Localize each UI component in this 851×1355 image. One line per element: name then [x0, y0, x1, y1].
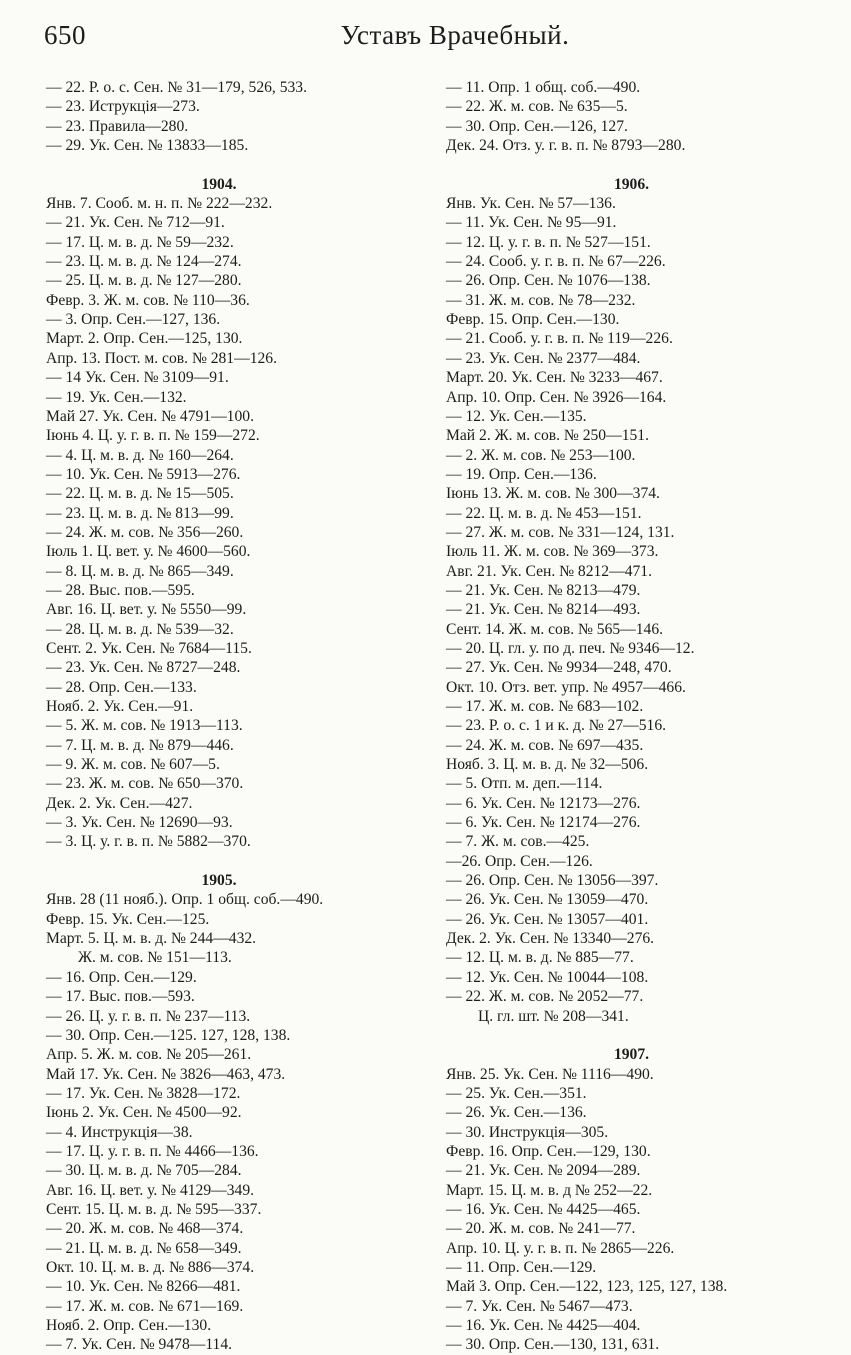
index-entry: — 17. Ж. м. сов. № 671—169. [46, 1297, 244, 1315]
index-entry: — 25. Ук. Сен.—351. [446, 1084, 587, 1102]
index-entry: Авг. 16. Ц. вет. у. № 4129—349. [46, 1181, 255, 1199]
index-entry: — 30. Опр. Сен.—125. 127, 128, 138. [46, 1026, 291, 1044]
index-entry: Дек. 2. Ук. Сен. № 13340—276. [446, 930, 655, 948]
index-entry: — 17. Ж. м. сов. № 683—102. [446, 698, 644, 715]
index-entry: Авг. 21. Ук. Сен. № 8212—471. [446, 562, 652, 580]
spacer [46, 852, 416, 871]
index-entry: — 17. Ц. м. в. д. № 59—232. [46, 233, 234, 251]
index-entry: Март. 5. Ц. м. в. д. № 244—432. [46, 930, 257, 948]
index-entry: — 26. Опр. Сен. № 13056—397. [446, 872, 659, 890]
index-entry: Сент. 2. Ук. Сен. № 7684—115. [46, 639, 252, 657]
index-entry: Дек. 24. Отз. у. г. в. п. № 8793—280. [446, 137, 686, 155]
spacer [46, 155, 416, 174]
index-entry: — 29. Ук. Сен. № 13833—185. [46, 137, 249, 155]
index-entry: — 9. Ж. м. сов. № 607—5. [46, 756, 220, 774]
index-entry: — 17. Выс. пов.—593. [46, 988, 195, 1006]
index-entry: Февр. 15. Ук. Сен.—125. [46, 910, 210, 928]
index-entry: Ц. гл. шт. № 208—341. [478, 1007, 629, 1025]
index-entry: —26. Опр. Сен.—126. [446, 852, 593, 870]
index-entry: — 17. Ук. Сен. № 3828—172. [46, 1084, 241, 1102]
index-entry: — 28. Опр. Сен.—133. [46, 678, 197, 696]
index-entry: — 11. Ук. Сен. № 95—91. [446, 214, 617, 232]
index-entry: — 23. Ук. Сен. № 2377—484. [446, 349, 641, 367]
index-entry: Март. 15. Ц. м. в. д № 252—22. [446, 1181, 653, 1199]
index-entry: — 12. Ц. м. в. д. № 885—77. [446, 949, 634, 967]
index-entry: — 17. Ц. у. г. в. п. № 4466—136. [46, 1142, 259, 1160]
index-entry: Янв. Ук. Сен. № 57—136. [446, 195, 616, 213]
index-entry: — 7. Ц. м. в. д. № 879—446. [46, 736, 234, 754]
index-entry: — 27. Ук. Сен. № 9934—248, 470. [446, 659, 672, 677]
index-entry: — 4. Инструкція—38. [46, 1123, 193, 1141]
right-column [446, 78, 841, 1355]
index-entry: — 7. Ук. Сен. № 9478—114. [46, 1336, 233, 1354]
index-entry: — 26. Ук. Сен.—136. [446, 1104, 587, 1122]
index-entry: Февр. 3. Ж. м. сов. № 110—36. [46, 291, 250, 309]
index-entry: — 27. Ж. м. сов. № 331—124, 131. [446, 523, 675, 541]
index-entry: — 25. Ц. м. в. д. № 127—280. [46, 272, 242, 290]
index-entry: — 19. Ук. Сен.—132. [46, 388, 187, 406]
index-entry: Іюль 11. Ж. м. сов. № 369—373. [446, 543, 659, 561]
index-entry: Окт. 10. Ц. м. в. д. № 886—374. [46, 1258, 255, 1276]
index-entry: Март. 20. Ук. Сен. № 3233—467. [446, 369, 663, 387]
index-entry: — 12. Ук. Сен. № 10044—108. [446, 968, 649, 986]
index-entry: — 23. Ж. м. сов. № 650—370. [46, 775, 244, 793]
index-entry: — 3. Ц. у. г. в. п. № 5882—370. [46, 833, 251, 851]
index-entry: — 12. Ц. у. г. в. п. № 527—151. [446, 233, 651, 251]
index-entry: — 21. Ук. Сен. № 2094—289. [446, 1162, 641, 1180]
index-entry: — 24. Сооб. у. г. в. п. № 67—226. [446, 253, 666, 271]
index-entry: — 21. Ук. Сен. № 8213—479. [446, 581, 641, 599]
index-entry: — 2. Ж. м. сов. № 253—100. [446, 446, 636, 464]
index-entry: Іюль 1. Ц. вет. у. № 4600—560. [46, 543, 251, 561]
index-entry: — 26. Опр. Сен. № 1076—138. [446, 272, 651, 290]
index-entry: Март. 2. Опр. Сен.—125, 130. [46, 330, 243, 348]
left-column [46, 78, 416, 1355]
index-entry: Іюнь 13. Ж. м. сов. № 300—374. [446, 485, 660, 503]
index-entry: — 28. Выс. пов.—595. [46, 581, 195, 599]
index-entry: Май 27. Ук. Сен. № 4791—100. [46, 407, 254, 425]
index-entry: — 10. Ук. Сен. № 5913—276. [46, 465, 241, 483]
index-entry: — 3. Ук. Сен. № 12690—93. [46, 814, 233, 832]
index-entry: Апр. 5. Ж. м. сов. № 205—261. [46, 1046, 252, 1064]
index-entry: Окт. 10. Отз. вет. упр. № 4957—466. [446, 678, 686, 696]
index-entry: — 30. Ц. м. в. д. № 705—284. [46, 1162, 242, 1180]
index-entry: — 19. Опр. Сен.—136. [446, 465, 597, 483]
index-entry: — 20. Ж. м. сов. № 468—374. [46, 1220, 244, 1238]
index-entry: Іюнь 2. Ук. Сен. № 4500—92. [46, 1104, 242, 1122]
index-entry: — 11. Опр. Сен.—129. [446, 1258, 597, 1276]
index-entry: — 16. Опр. Сен.—129. [46, 968, 197, 986]
index-entry: — 7. Ж. м. сов.—425. [446, 833, 590, 851]
index-entry: Ж. м. сов. № 151—113. [78, 949, 232, 967]
spacer [446, 155, 841, 174]
index-entry: Нояб. 2. Ук. Сен.—91. [46, 698, 194, 715]
index-entry: — 5. Ж. м. сов. № 1913—113. [46, 717, 243, 735]
index-entry: Февр. 15. Опр. Сен.—130. [446, 311, 620, 329]
index-entry: — 23. Ц. м. в. д. № 813—99. [46, 504, 234, 522]
index-entry: — 23. Ц. м. в. д. № 124—274. [46, 253, 242, 271]
index-entry: — 31. Ж. м. сов. № 78—232. [446, 291, 636, 309]
index-entry: — 23. Р. о. с. 1 и к. д. № 27—516. [446, 717, 667, 735]
index-entry: Янв. 7. Сооб. м. н. п. № 222—232. [46, 195, 273, 213]
index-entry: — 6. Ук. Сен. № 12174—276. [446, 814, 641, 832]
index-entry: Янв. 28 (11 нояб.). Опр. 1 общ. соб.—490. [46, 891, 324, 909]
index-entry: — 6. Ук. Сен. № 12173—276. [446, 794, 641, 812]
index-entry: — 8. Ц. м. в. д. № 865—349. [46, 562, 234, 580]
index-entry: Нояб. 2. Опр. Сен.—130. [46, 1317, 212, 1334]
index-entry: — 30. Опр. Сен.—126, 127. [446, 117, 628, 135]
index-entry: — 22. Ж. м. сов. № 2052—77. [446, 988, 644, 1006]
index-entry: Апр. 10. Ц. у. г. в. п. № 2865—226. [446, 1239, 675, 1257]
index-entry: — 26. Ук. Сен. № 13057—401. [446, 910, 649, 928]
year-heading: 1907. [613, 1046, 650, 1064]
index-entry: — 22. Р. о. с. Сен. № 31—179, 526, 533. [46, 79, 307, 96]
index-entry: — 23. Правила—280. [46, 117, 189, 135]
page-number: 650 [44, 20, 86, 50]
index-entry: — 24. Ж. м. сов. № 697—435. [446, 736, 644, 754]
index-entry: — 23. Иструкція—273. [46, 98, 200, 116]
index-entry: — 14 Ук. Сен. № 3109—91. [46, 369, 229, 387]
index-entry: — 21. Ук. Сен. № 712—91. [46, 214, 225, 232]
index-entry: — 4. Ц. м. в. д. № 160—264. [46, 446, 234, 464]
index-entry: Февр. 16. Опр. Сен.—129, 130. [446, 1142, 651, 1160]
index-entry: Май 2. Ж. м. сов. № 250—151. [446, 427, 649, 445]
index-entry: — 12. Ук. Сен.—135. [446, 407, 587, 425]
index-entry: Дек. 2. Ук. Сен.—427. [46, 794, 193, 812]
index-entry: — 22. Ц. м. в. д. № 15—505. [46, 485, 234, 503]
index-entry: Нояб. 3. Ц. м. в. д. № 32—506. [446, 756, 649, 774]
index-entry: Сент. 15. Ц. м. в. д. № 595—337. [46, 1200, 262, 1218]
index-entry: Апр. 13. Пост. м. сов. № 281—126. [46, 349, 277, 367]
index-entry: — 7. Ук. Сен. № 5467—473. [446, 1297, 633, 1315]
index-entry: — 20. Ж. м. сов. № 241—77. [446, 1220, 636, 1238]
index-entry: — 21. Ц. м. в. д. № 658—349. [46, 1239, 242, 1257]
index-entry: Апр. 10. Опр. Сен. № 3926—164. [446, 388, 667, 406]
year-heading: 1905. [201, 872, 237, 890]
index-entry: — 11. Опр. 1 общ. соб.—490. [446, 79, 641, 96]
index-entry: — 26. Ук. Сен. № 13059—470. [446, 891, 649, 909]
page-title: Уставъ Врачебный. [340, 20, 570, 50]
index-entry: — 22. Ц. м. в. д. № 453—151. [446, 504, 642, 522]
index-entry: — 30. Опр. Сен.—130, 131, 631. [446, 1336, 660, 1354]
index-entry: Янв. 25. Ук. Сен. № 1116—490. [446, 1065, 654, 1083]
year-heading: 1906. [613, 175, 650, 193]
index-entry: — 10. Ук. Сен. № 8266—481. [46, 1278, 241, 1296]
index-entry: Сент. 14. Ж. м. сов. № 565—146. [446, 620, 664, 638]
index-entry: — 22. Ж. м. сов. № 635—5. [446, 98, 628, 116]
index-entry: — 23. Ук. Сен. № 8727—248. [46, 659, 241, 677]
index-entry: Іюнь 4. Ц. у. г. в. п. № 159—272. [46, 427, 260, 445]
index-entry: — 24. Ж. м. сов. № 356—260. [46, 523, 244, 541]
index-entry: — 30. Инструкція—305. [446, 1123, 609, 1141]
index-entry: Май 3. Опр. Сен.—122, 123, 125, 127, 138. [446, 1278, 728, 1296]
index-entry: — 21. Сооб. у. г. в. п. № 119—226. [446, 330, 673, 348]
index-entry: — 16. Ук. Сен. № 4425—404. [446, 1317, 641, 1334]
index-entry: — 21. Ук. Сен. № 8214—493. [446, 601, 641, 619]
year-heading: 1904. [201, 175, 237, 193]
index-entry: — 20. Ц. гл. у. по д. печ. № 9346—12. [446, 639, 695, 657]
index-entry: — 3. Опр. Сен.—127, 136. [46, 311, 221, 329]
index-entry: — 28. Ц. м. в. д. № 539—32. [46, 620, 234, 638]
index-entry: Авг. 16. Ц. вет. у. № 5550—99. [46, 601, 247, 619]
index-entry: — 16. Ук. Сен. № 4425—465. [446, 1200, 641, 1218]
spacer [446, 1026, 841, 1045]
index-entry: — 5. Отп. м. деп.—114. [446, 775, 603, 793]
index-entry: — 26. Ц. у. г. в. п. № 237—113. [46, 1007, 251, 1025]
index-entry: Май 17. Ук. Сен. № 3826—463, 473. [46, 1065, 286, 1083]
